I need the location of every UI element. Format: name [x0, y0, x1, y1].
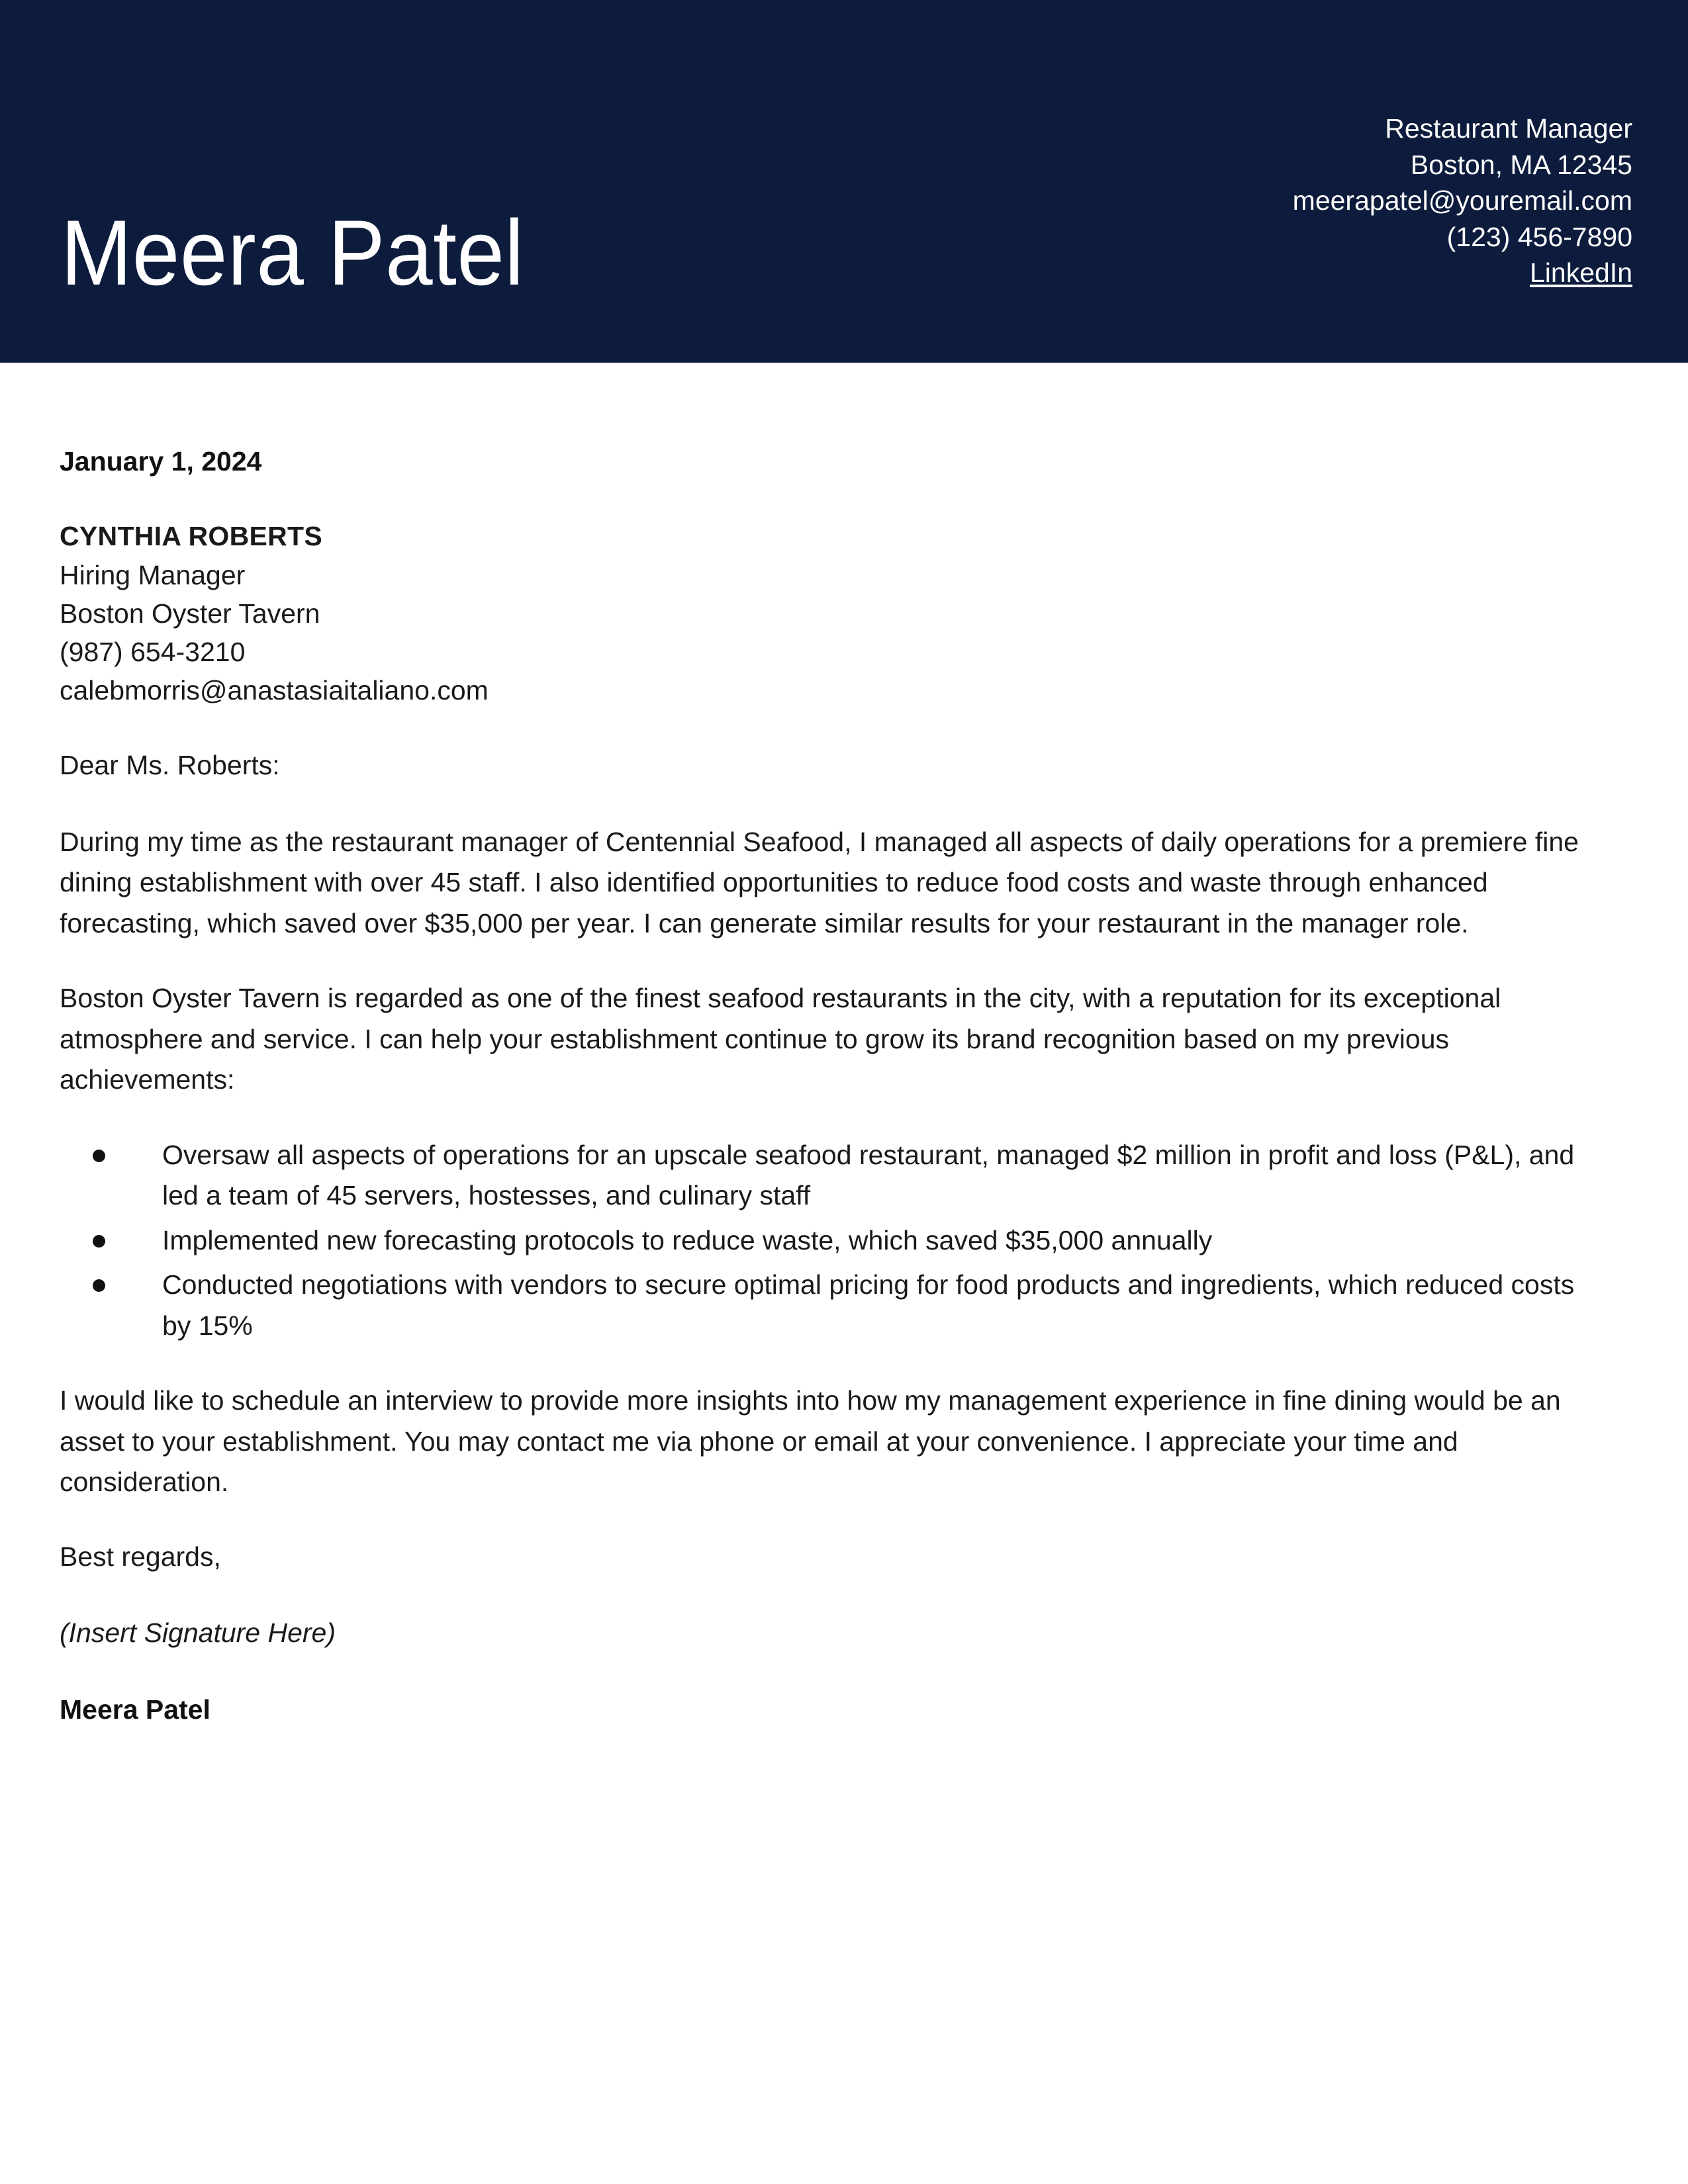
- achievement-text: Conducted negotiations with vendors to secure optimal pricing for food products and ingredients, which reduced costs by 15%: [162, 1269, 1575, 1341]
- recipient-company: Boston Oyster Tavern: [60, 598, 320, 629]
- achievement-list-item: [60, 1135, 1610, 1216]
- recipient-title: Hiring Manager: [60, 559, 246, 590]
- achievement-list-item: [60, 1220, 1610, 1261]
- contact-location: Boston, MA 12345: [1410, 149, 1632, 180]
- contact-email[interactable]: meerapatel@youremail.com: [1292, 185, 1632, 216]
- applicant-name: Meera Patel: [61, 201, 524, 304]
- contact-phone: (123) 456-7890: [1446, 221, 1632, 252]
- bullet-dot-icon: [93, 1235, 105, 1248]
- linkedin-link[interactable]: LinkedIn: [1529, 257, 1632, 289]
- body-paragraph-3: I would like to schedule an interview to provide more insights into how my management experience in fine dining would be an asset to your establishment. You may contact me via phone or email at your convenience. I appreciate your time and consideration.: [60, 1385, 1561, 1498]
- contact-linkedin-row: [1293, 255, 1632, 291]
- achievement-text: Implemented new forecasting protocols to reduce waste, which saved $35,000 annually: [162, 1224, 1213, 1255]
- recipient-address-block: [60, 517, 1610, 709]
- salutation: Dear Ms. Roberts:: [60, 749, 280, 780]
- contact-info-block: [1293, 111, 1632, 299]
- signoff: Best regards,: [60, 1541, 221, 1572]
- achievement-text: Oversaw all aspects of operations for an upscale seafood restaurant, managed $2 million in profit and loss (P&L), and led a team of 45 servers, hostesses, and culinary staff: [162, 1139, 1575, 1211]
- achievement-list-item: [60, 1265, 1610, 1346]
- bullet-dot-icon: [93, 1150, 105, 1162]
- achievements-list: [60, 1135, 1610, 1347]
- signer-name: Meera Patel: [60, 1694, 211, 1725]
- letter-date: January 1, 2024: [60, 446, 262, 477]
- signature-placeholder: (Insert Signature Here): [60, 1617, 336, 1649]
- letterhead-content: [0, 0, 1688, 363]
- bullet-dot-icon: [93, 1279, 105, 1292]
- body-paragraph-2: Boston Oyster Tavern is regarded as one of the finest seafood restaurants in the city, with a reputation for its exceptional atmosphere and service. I can help your establishment continue to grow its brand recognition based on my previous achievements:: [60, 983, 1501, 1095]
- recipient-name: CYNTHIA ROBERTS: [60, 521, 323, 552]
- recipient-email[interactable]: calebmorris@anastasiaitaliano.com: [60, 675, 489, 706]
- body-paragraph-1: During my time as the restaurant manager of Centennial Seafood, I managed all aspects of daily operations for a premiere fine dining establishment with over 45 staff. I also identified opportunities to reduce food costs and waste through enhanced forecasting, which saved over $35,000 per year. I can generate similar results for your restaurant in the manager role.: [60, 826, 1579, 938]
- letterhead-banner: [0, 0, 1688, 363]
- letter-body: [0, 363, 1688, 1729]
- contact-job-title: Restaurant Manager: [1385, 113, 1632, 144]
- recipient-phone: (987) 654-3210: [60, 637, 246, 668]
